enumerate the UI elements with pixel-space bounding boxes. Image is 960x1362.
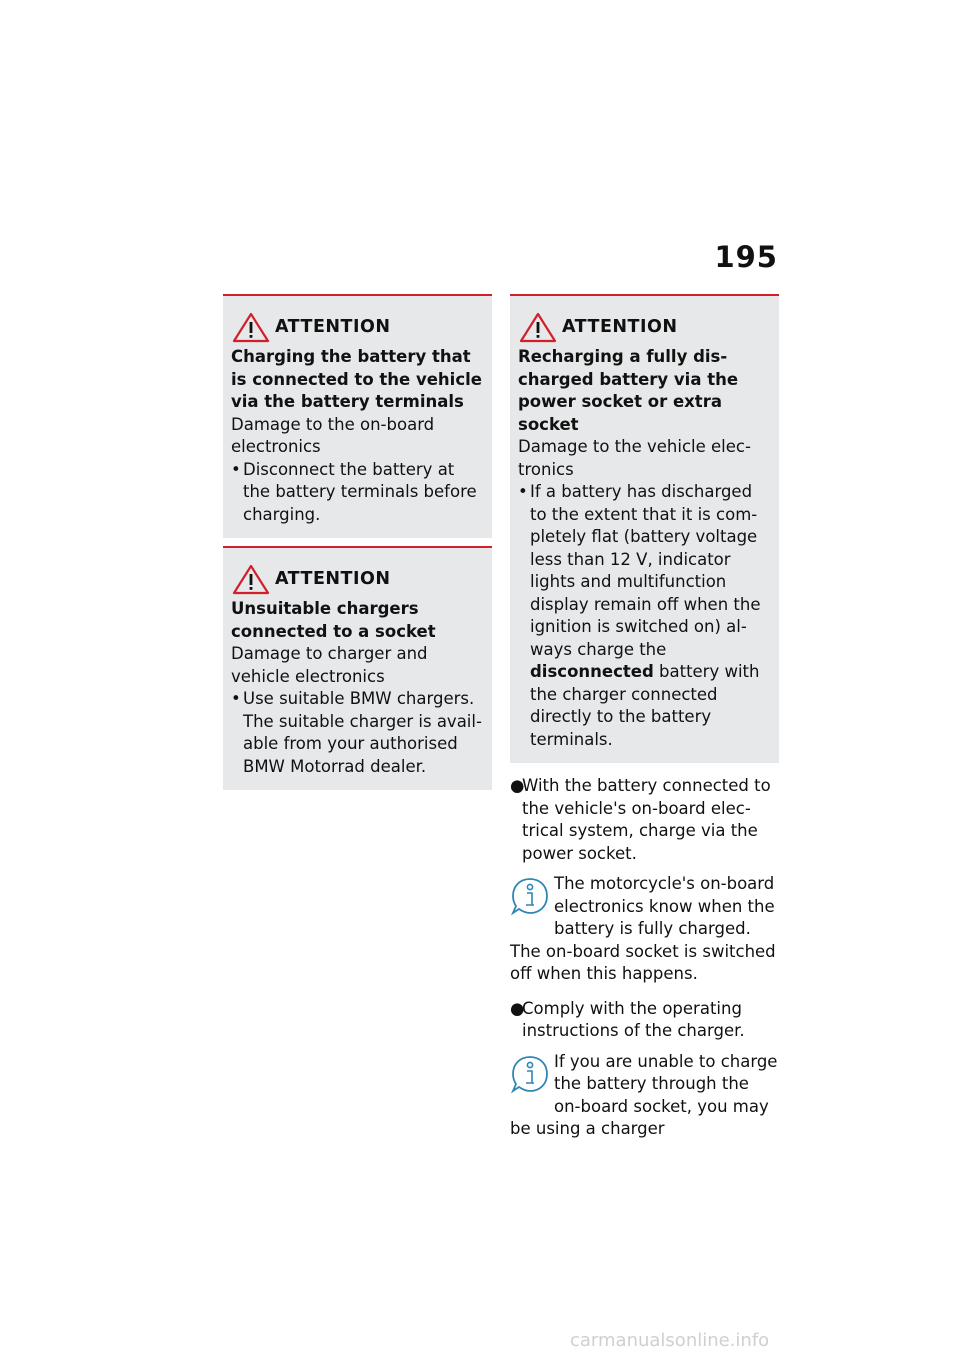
attention-title: Charging the battery that is connected to the vehicle via the battery terminals [231,347,482,411]
bullet-dot-icon: ● [510,998,525,1018]
page-number: 195 [714,240,778,274]
action-text: If a battery has discharged to the extent that it is completely flat (battery voltage less than 12 V, indicator lights and multifunction display remain off when the ignition is switched on) always charge the [530,482,761,659]
attention-title: Unsuitable chargers connected to a socket [231,599,436,641]
attention-consequence: Damage to the vehicle electronics [518,437,751,479]
attention-consequence: Damage to charger and vehicle electronics [231,644,428,686]
step-text: Comply with the operating instructions of the charger. [522,998,745,1040]
attention-box-fully-discharged [510,294,779,763]
info-icon [510,1053,550,1097]
attention-box-unsuitable-chargers [223,546,492,790]
attention-title: Recharging a fully discharged battery via the power socket or extra socket [518,347,739,434]
watermark-footer: carmanualsonline.info [570,1330,770,1351]
step-comply-instructions [510,998,779,1043]
info-note-onboard-electronics [510,873,779,986]
attention-action: • Disconnect the battery at the battery terminals before charging. [231,459,484,527]
action-emphasis: disconnected [530,662,654,681]
attention-header [231,310,484,344]
attention-label: ATTENTION [562,317,678,337]
attention-label: ATTENTION [275,317,391,337]
attention-header [231,562,484,596]
attention-action: • Use suitable BMW chargers. The suitable charger is available from your authorised BMW Motorrad dealer. [231,688,484,778]
note-text: The motorcycle's on-board electronics know when the battery is fully charged. The on-board socket is switched off when this happens. [510,874,776,983]
right-column [510,294,779,1141]
info-icon [510,875,550,919]
warning-triangle-icon [231,563,271,595]
info-note-unable-to-charge [510,1051,779,1141]
left-column [223,294,492,790]
step-text: With the battery connected to the vehicle's on-board electrical system, charge via the power socket. [522,776,771,863]
attention-header [518,310,771,344]
attention-label: ATTENTION [275,569,391,589]
attention-action [518,481,771,751]
warning-triangle-icon [518,311,558,343]
attention-box-charging-terminals [223,294,492,538]
note-text: If you are unable to charge the battery through the on-board socket, you may be using a charger [510,1051,778,1138]
attention-consequence: Damage to the on-board electronics [231,414,435,456]
warning-triangle-icon [231,311,271,343]
step-charge-via-socket [510,775,779,865]
action-text-end: battery with the charger connected directly to the battery terminals. [530,662,760,749]
bullet-dot-icon: ● [510,776,525,795]
